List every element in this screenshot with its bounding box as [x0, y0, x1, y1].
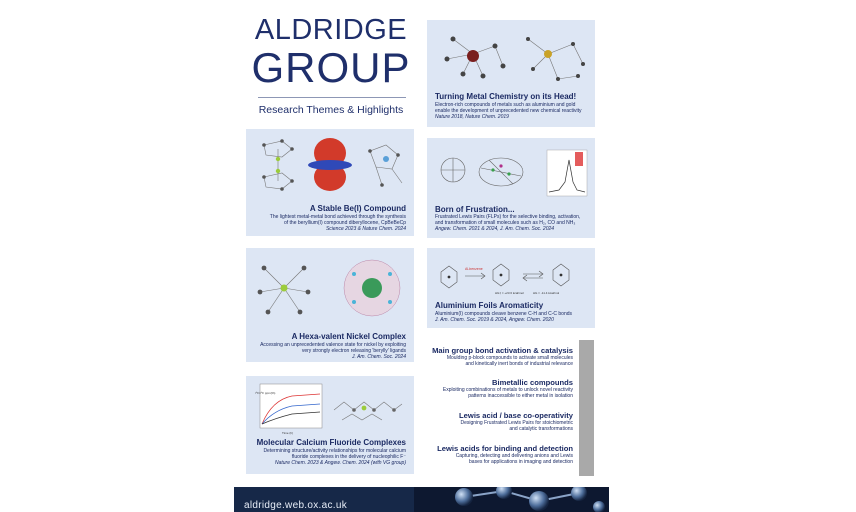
energy-label-2: ΔG = -11.4 kcal/mol — [533, 291, 560, 295]
title-divider — [258, 97, 406, 98]
card-desc-1: Frustrated Lewis Pairs (FLPs) for the selective binding, activation, — [435, 214, 581, 220]
theme-title: Lewis acid / base co-operativity — [459, 411, 573, 420]
card-desc-1: The lightest metal-metal bond achieved through the synthesis — [269, 214, 406, 220]
reagent-label: Al-benzene — [465, 267, 483, 271]
plot-xlabel: Time (h) — [282, 431, 294, 435]
card-title: Aluminium Foils Aromaticity — [435, 301, 544, 310]
card-ref: Nature 2018, Nature Chem. 2019 — [435, 114, 509, 120]
card-desc-2: very strongly electron releasing 'berylly' ligands — [301, 348, 406, 354]
theme-title: Main group bond activation & catalysis — [432, 346, 573, 355]
card-calcium — [246, 376, 414, 474]
card-desc-1: Determining structure/activity relationships for molecular calcium — [263, 448, 406, 454]
card-title: A Hexa-valent Nickel Complex — [291, 332, 406, 341]
plot-ylabel: ¹⁹F/¹⁹F ppm(%) — [255, 391, 276, 395]
calcium-plot-image — [252, 380, 408, 436]
card-desc-2: fluoride complexes in the delivery of nucleophilic F⁻ — [291, 454, 406, 460]
card-beryllium — [246, 129, 414, 236]
theme-desc-2: patterns inaccessible to either metal in isolation — [468, 393, 573, 400]
theme-desc-1: Designing Frustrated Lewis Pairs for stoichiometric — [460, 420, 573, 426]
theme-desc-1: Exploiting combinations of metals to unlock novel reactivity — [442, 387, 573, 393]
decorative-side-bar — [579, 340, 594, 476]
group-website-link[interactable]: aldridge.web.ox.ac.uk — [244, 500, 348, 511]
card-desc-2: enable the development of unprecedented new chemical reactivity — [435, 108, 582, 114]
theme-item — [459, 411, 573, 432]
card-ref: J. Am. Chem. Soc. 2019 & 2024, Angew. Chem. 2020 — [435, 317, 554, 323]
card-desc-2: of the beryllium(I) compound diberyllocene, CpBeBeCp — [283, 220, 406, 226]
card-desc-1: Aluminium(I) compounds cleave benzene C-H and C-C bonds — [435, 311, 573, 317]
reaction-scheme-image — [433, 254, 589, 296]
card-ref: Angew. Chem. 2021 & 2024, J. Am. Chem. Soc. 2024 — [435, 226, 555, 232]
title-line-2: GROUP — [251, 44, 411, 91]
theme-desc-1: Moulding p-block compounds to activate small molecules — [446, 355, 573, 361]
card-ref: Science 2023 & Nature Chem. 2024 — [325, 226, 406, 232]
card-ref: J. Am. Chem. Soc. 2024 — [351, 354, 406, 360]
title-line-1: ALDRIDGE — [254, 14, 408, 46]
card-desc-1: Accessing an unprecedented valence state for nickel by exploiting — [260, 342, 406, 348]
theme-title: Lewis acids for binding and detection — [437, 444, 573, 453]
theme-item — [437, 444, 573, 465]
nickel-complex-image — [254, 252, 406, 324]
group-title — [246, 14, 416, 90]
molecule-structures-image — [433, 24, 589, 90]
card-desc-1: Electron-rich compounds of metals such as aluminium and gold — [435, 102, 576, 108]
card-metal-chemistry — [427, 20, 595, 127]
card-desc-2: and transformation of small molecules such as H₂, CO and NH₃ — [435, 220, 576, 226]
theme-desc-1: Capturing, detecting and delivering anions and Lewis — [455, 453, 573, 459]
page-subtitle: Research Themes & Highlights — [258, 104, 404, 116]
card-frustration — [427, 138, 595, 238]
card-ref: Nature Chem. 2023 & Angew. Chem. 2024 (with VG group) — [275, 460, 406, 466]
theme-desc-2: and catalytic transformations — [509, 426, 573, 433]
card-title: Molecular Calcium Fluoride Complexes — [256, 438, 406, 447]
card-title: A Stable Be(I) Compound — [309, 204, 406, 213]
flp-structures-image — [431, 148, 591, 202]
diberyllocene-image — [252, 133, 408, 197]
card-aluminium — [427, 248, 595, 328]
card-nickel — [246, 248, 414, 362]
theme-desc-2: and kinetically inert bonds of industrial relevance — [465, 361, 573, 368]
footer-banner — [234, 487, 609, 512]
theme-item — [443, 378, 573, 399]
card-title: Turning Metal Chemistry on its Head! — [435, 92, 577, 101]
theme-desc-2: bases for applications in imaging and detection — [469, 459, 573, 466]
card-title: Born of Frustration... — [435, 205, 515, 214]
theme-item — [432, 346, 573, 367]
energy-label-1: ΔG‡ = +23.6 kcal/mol — [495, 291, 524, 295]
theme-title: Bimetallic compounds — [491, 378, 573, 387]
